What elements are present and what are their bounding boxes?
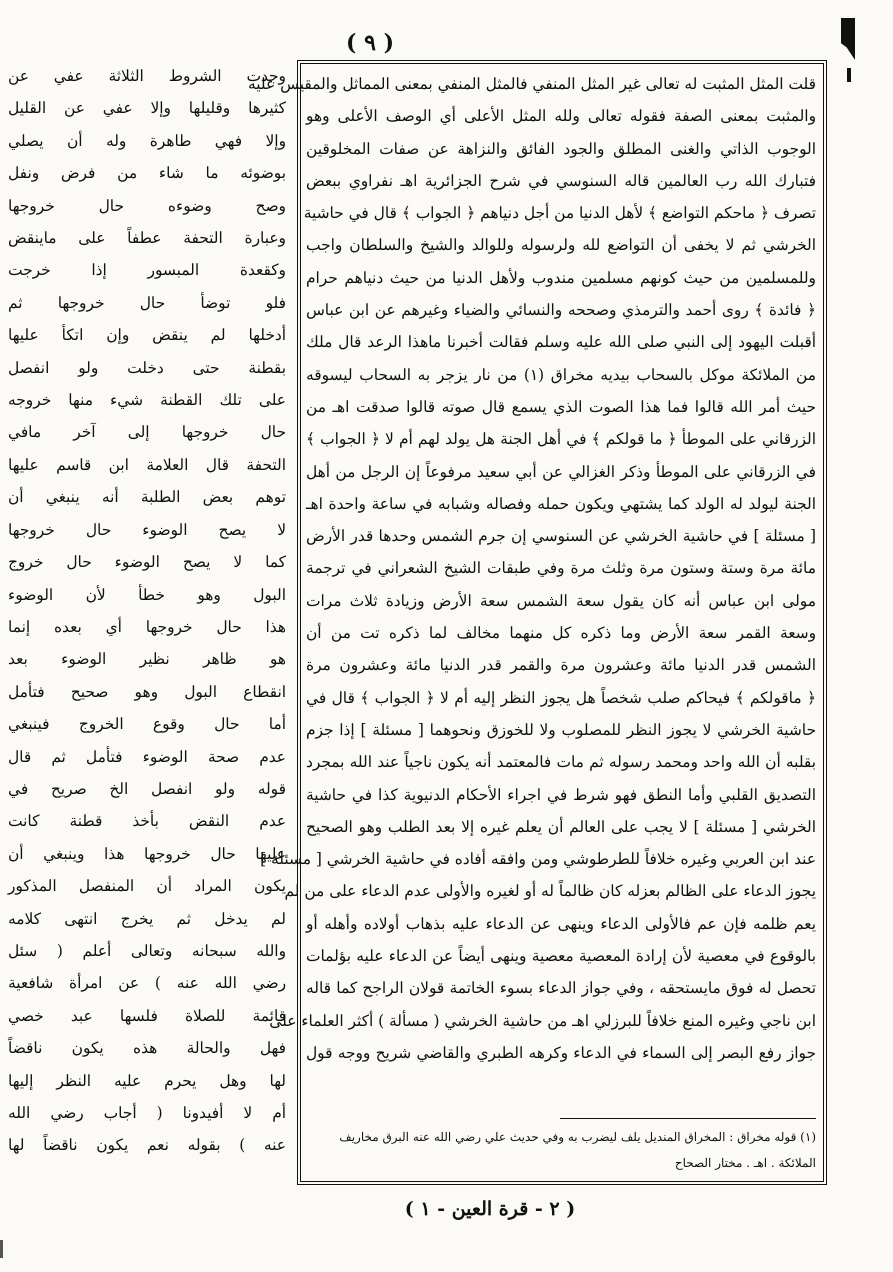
margin-text-line: فهل والحالة هذه يكون ناقضاً (8, 1039, 286, 1058)
main-text-line: والمثبت بمعنى الصفة فقوله تعالى ولله المثل الأعلى أي الوصف الأعلى وهو (306, 107, 816, 126)
margin-text-line: وعبارة التحفة عطفاً على ماينقض (8, 229, 286, 248)
main-text-line: يجوز الدعاء على الظالم بعزله كان ظالماً له أو لغيره والأولى عدم الدعاء على من لم (284, 882, 816, 901)
margin-text-line: يكون المراد أن المنفصل المذكور (8, 877, 286, 896)
main-text-line: وللمسلمين من حيث كونهم مسلمين مندوب ولأهل الدنيا من حيث دنياهم حرام (306, 268, 816, 287)
margin-text-line: على تلك القطنة شيء منها خروجه (8, 391, 286, 410)
margin-text-line: بوضوئه ما شاء من فرض ونفل (8, 164, 286, 183)
main-text-line: جواز رفع البصر إلى السماء في الدعاء وكرهه الطبري والقاضي شريح ووجه قول (306, 1043, 816, 1062)
signature-label: ( ٢ - قرة العين - ١ ) (404, 1198, 576, 1220)
margin-text-line: لا يصح الوضوء حال خروجها (8, 520, 286, 539)
margin-text-line: أما حال وقوع الخروج فينبغي (8, 715, 286, 734)
margin-text-line: حال خروجها إلى آخر مافي (8, 423, 286, 442)
main-text-line: فتبارك الله رب العالمين قاله السنوسي في شرح الجزائرية اهـ نفراوي ببعض (306, 171, 816, 190)
main-text-line: وسعة القمر سعة الأرض وما ذكره كل منهما مخالف لما ذكره تت من أن (306, 624, 816, 643)
main-text-line: الزرقاني على الموطأ ﴿ ما قولكم ﴾ في أهل الجنة هل يولد لهم أم لا ﴿ الجواب ﴾ (306, 430, 816, 449)
page-number: ( ٩ ) (346, 30, 394, 56)
main-text-line: الجنة ليولد له الولد كما يشتهي ويكون حمله وفصاله وشبابه في ساعة واحدة اهـ (306, 494, 816, 513)
margin-text-line: كما لا يصح الوضوء حال خروج (8, 553, 286, 572)
margin-text-line: التحفة قال العلامة ابن قاسم عليها (8, 455, 286, 474)
margin-text-line: عنه ) بقوله نعم يكون ناقضاً لها (8, 1136, 286, 1155)
margin-commentary-column (8, 60, 286, 1190)
footnote-line: (١) قوله مخراق : المخراق المنديل يلف ليضرب به وفي حديث علي رضي الله عنه البرق مخاريف (339, 1130, 816, 1144)
main-text-column (248, 68, 816, 1118)
main-text-line: حاشية الخرشي لا يجوز النظر للمصلوب ولا للخوزق ونحوهما [ مسئلة ] إذا جزم (306, 720, 816, 739)
margin-text-line: كثيرها وقليلها وإلا عفي عن القليل (8, 99, 286, 118)
main-text-line: ابن ناجي وغيره المنع خلافاً للبرزلي اهـ من حاشية الخرشي ( مسألة ) أكثر العلماء على (269, 1011, 816, 1030)
main-text-line: تحصل له فوق مايستحقه ، وفي جواز الدعاء بسوء الخاتمة قولان الراجح كما قاله (306, 979, 816, 998)
margin-text-line: هذا حال خروجها أي بعده إنما (8, 617, 286, 636)
main-text-line: حيث أمر الله قالوا فما هذا الصوت الذي يسمع قال صوته قالوا صدقت اهـ من (306, 397, 816, 416)
corner-dash-mark (847, 68, 851, 82)
main-text-line: التصديق القلبي وأما النطق فهو شرط في اجراء الأحكام الدنيوية كذا في حاشية (306, 785, 816, 804)
main-text-line: قلت المثل المثبت له تعالى غير المثل المنفي فالمثل المنفي بمعنى المماثل والمقيس عليه (248, 75, 816, 93)
main-text-line: الخرشي ثم لا يخفى أن التواضع لله ولرسوله وللوالد والشيخ والسلطان واجب (306, 236, 816, 255)
main-text-line: عند ابن العربي وغيره خلافاً للطرطوشي ومن وافقه أفاده في حاشية الخرشي [ مسئلة ] (260, 850, 816, 869)
footnote-line: الملائكة . اهـ . مختار الصحاح (674, 1156, 816, 1170)
margin-text-line: وكقعدة المبسور إذا خرجت (8, 261, 286, 280)
margin-text-line: قائمة للصلاة فلسها عبد خصي (8, 1006, 286, 1025)
margin-text-line: قوله ولو انفصل الخ صريح في (8, 779, 286, 798)
corner-printer-mark (841, 18, 855, 60)
margin-text-line: عدم النقض بأخذ قطنة كانت (8, 812, 286, 831)
margin-text-line: وجدت الشروط الثلاثة عفي عن (8, 67, 286, 85)
main-text-line: ﴿ ماقولكم ﴾ فيحاكم صلب شخصاً هل يجوز النظر إليه أم لا ﴿ الجواب ﴾ قال في (306, 688, 816, 707)
margin-text-line: أدخلها لم ينقض وإن اتكأ عليها (8, 326, 286, 345)
main-text-line: [ مسئلة ] في حاشية الخرشي عن السنوسي إن جرم الشمس وحدها قدر الأرض (306, 527, 816, 546)
main-text-line: من الملائكة موكل بالسحاب بيديه مخراق (١) من نار يزجر به السحاب ليسوقه (306, 365, 816, 384)
margin-text-line: وصح وضوءه حال خروجها (8, 196, 286, 215)
margin-text-line: فلو توضأ حال خروجها ثم (8, 293, 286, 312)
main-text-line: يعم ظلمه فإن عم فالأولى الدعاء وينهى عن الدعاء عليه بذهاب أولاده وأهله أو (306, 914, 816, 933)
main-text-line: الشمس قدر الدنيا مائة وعشرون مرة والقمر قدر الدنيا مائة وعشرون مرة (306, 656, 816, 675)
margin-text-line: أم لا أفيدونا ( أجاب رضي الله (8, 1104, 286, 1122)
margin-text-line: والله سبحانه وتعالى أعلم ( سئل (8, 941, 286, 960)
main-text-line: بقلبه أن الله واحد ومحمد رسوله ثم مات فالمعتمد أنه يكون ناجياً عند الله بمجرد (306, 753, 816, 772)
margin-text-line: لها وهل يحرم عليه النظر إليها (8, 1071, 286, 1090)
footnote (306, 1124, 816, 1178)
margin-text-line: عدم صحة الوضوء فتأمل ثم قال (8, 747, 286, 766)
margin-text-line: انقطاع البول وهو صحيح فتأمل (8, 682, 286, 701)
margin-text-line: وإلا فهي طاهرة وله أن يصلي (8, 131, 286, 150)
main-text-line: أقبلت اليهود إلى النبي صلى الله عليه وسلم فقالت أخبرنا ماهذا الرعد قال ملك (306, 333, 816, 352)
main-text-line: الخرشي [ مسئلة ] لا يجب على العالم أن يعلم غيره إلا بعد الطلب وهو الصحيح (306, 817, 816, 836)
margin-text-line: بقطنة حتى دخلت ولو انفصل (8, 358, 286, 377)
edge-mark (0, 1240, 3, 1258)
margin-text-line: لم يدخل ثم يخرج انتهى كلامه (8, 909, 286, 928)
main-text-line: بالوقوع في معصية لأن إرادة المعصية معصية وينهى أيضاً عن الدعاء عليه بؤلمات (306, 947, 816, 966)
footnote-divider (560, 1118, 816, 1119)
margin-text-line: البول وهو خطأ لأن الوضوء (8, 585, 286, 604)
main-text-line: في الزرقاني على الموطأ وذكر الغزالي عن أبي سعيد مرفوعاً إن الرجل من أهل (306, 462, 816, 481)
main-text-line: مولى ابن عباس أنه كان يقول سعة الشمس سعة الأرض وزيادة ثلاث مرات (306, 591, 816, 610)
margin-text-line: هو ظاهر نظير الوضوء بعد (8, 650, 286, 669)
main-text-line: مائة مرة وستة وستون مرة وثلث مرة وفي طبقات الشيخ الشعراني في ترجمة (306, 559, 816, 578)
main-text-line: ﴿ فائدة ﴾ روى أحمد والترمذي وصححه والنسائي والضياء وغيرهم عن ابن عباس (306, 301, 816, 320)
margin-text-line: رضي الله عنه ) عن امرأة شافعية (8, 974, 286, 993)
margin-text-line: توهم بعض الطلبة أنه ينبغي أن (8, 488, 286, 507)
main-text-line: الوجوب الذاتي والغنى المطلق والجود الفائق والنزاهة عن صفات المخلوقين (306, 139, 816, 158)
margin-text-line: عليها حال خروجها هذا وينبغي أن (8, 844, 286, 863)
main-text-line: تصرف ﴿ ماحكم التواضع ﴾ لأهل الدنيا من أجل دنياهم ﴿ الجواب ﴾ قال في حاشية (303, 204, 816, 223)
